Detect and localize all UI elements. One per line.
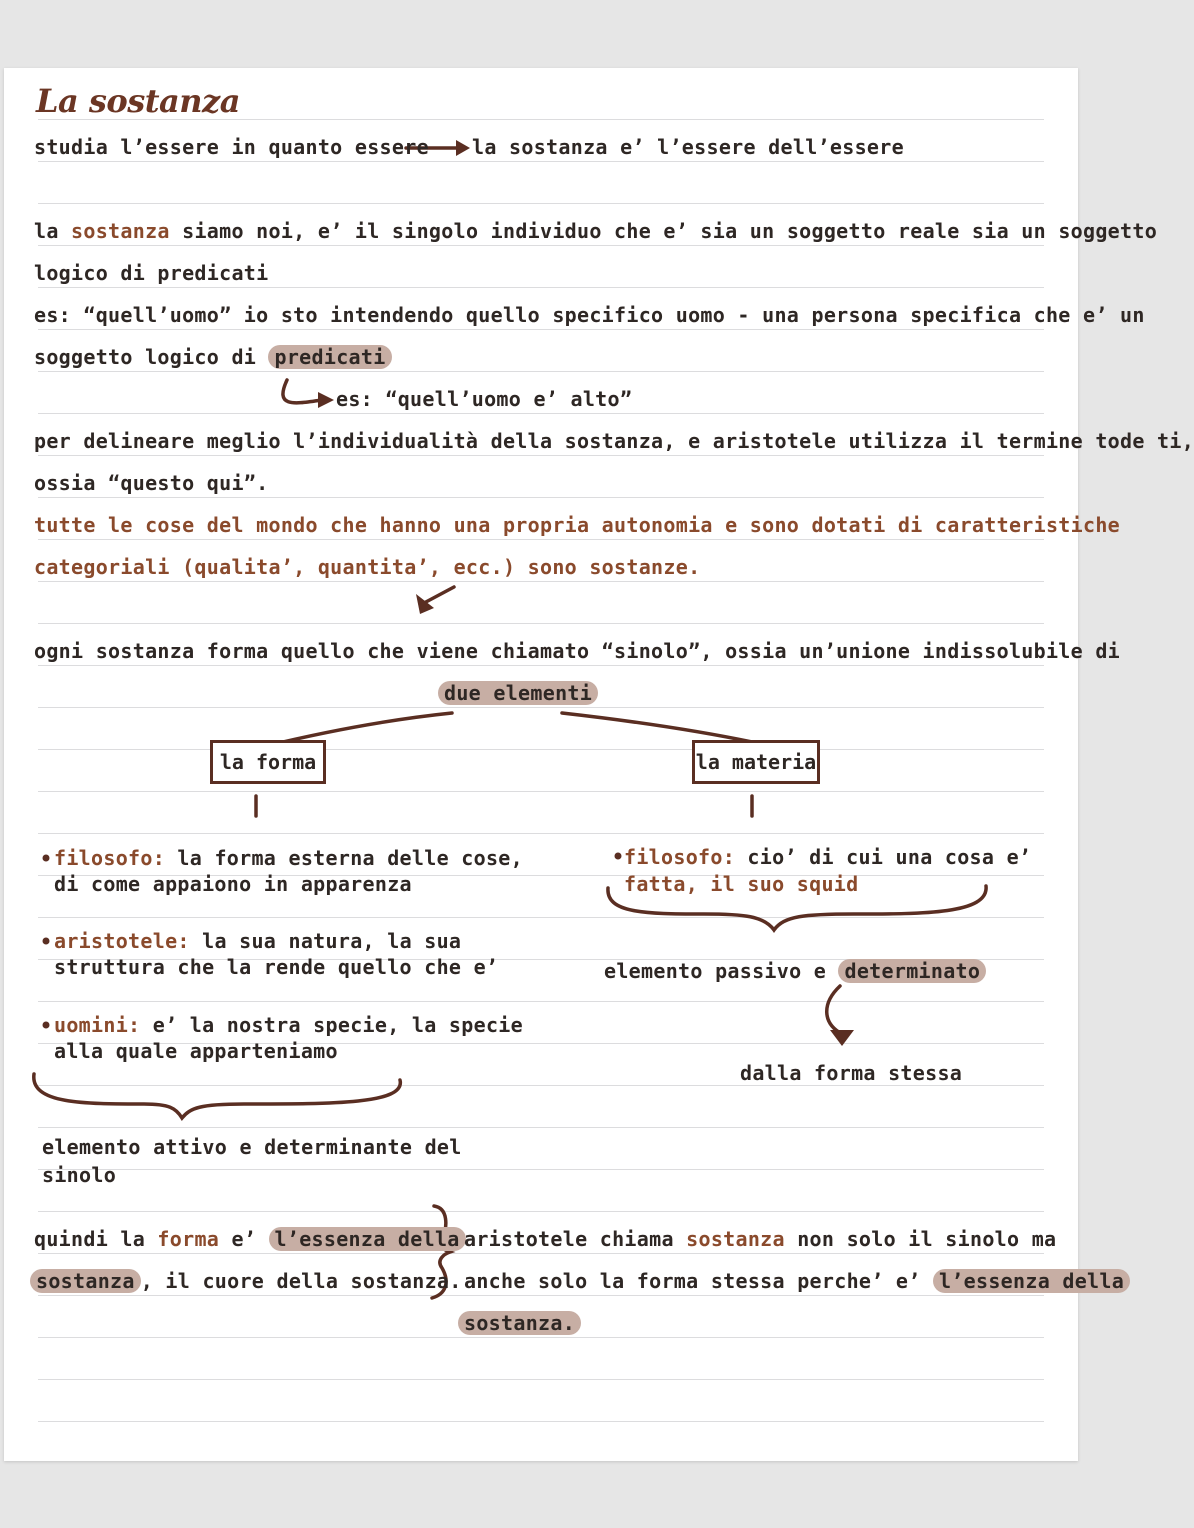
materia-box: la materia	[692, 740, 820, 784]
bullet-icon	[615, 853, 622, 860]
para1-line1: la sostanza siamo noi, e’ il singolo individuo che e’ sia un soggetto reale sia un soggetto	[34, 219, 1158, 243]
intro-right: la sostanza e’ l’essere dell’essere	[472, 135, 904, 159]
forma-bullet-2-cont: struttura che la rende quello che e’	[54, 955, 499, 979]
forma-bullet-3: uomini: e’ la nostra specie, la specie	[54, 1013, 523, 1037]
down-arrow-icon	[424, 587, 454, 603]
bullet-icon	[43, 855, 50, 862]
conclusion-right-line3: sostanza.	[458, 1310, 581, 1336]
forma-bullet-3-cont: alla quale apparteniamo	[54, 1039, 338, 1063]
para1-line4: soggetto logico di predicati	[34, 344, 392, 370]
materia-result: dalla forma stessa	[740, 1061, 963, 1085]
curved-down-arrow-icon	[827, 986, 842, 1034]
branch-right-line	[562, 713, 752, 742]
conclusion-right-line1: aristotele chiama sostanza non solo il sinolo ma	[464, 1227, 1057, 1251]
materia-bullet-1: filosofo: cio’ di cui una cosa e’	[624, 845, 1032, 869]
para3-line2: categoriali (qualita’, quantita’, ecc.) sono sostanze.	[34, 555, 701, 579]
arrowhead-icon	[318, 392, 334, 408]
bullet-icon	[43, 1022, 50, 1029]
intro-left: studia l’essere in quanto essere	[34, 135, 429, 159]
example-text: es: “quell’uomo e’ alto”	[336, 387, 633, 411]
page-title: La sostanza	[36, 82, 240, 120]
conclusion-left-line2: sostanza , il cuore della sostanza.	[30, 1268, 462, 1294]
conclusion-left-line1: quindi la forma e’ l’essenza della	[34, 1226, 466, 1252]
materia-summary: elemento passivo e determinato	[604, 958, 986, 984]
arrowhead-icon	[830, 1030, 854, 1046]
arrowhead-icon	[456, 140, 470, 156]
forma-summary-line1: elemento attivo e determinante del	[42, 1135, 462, 1159]
para2-line1: per delineare meglio l’individualità della sostanza, e aristotele utilizza il termine tode ti,	[34, 429, 1194, 453]
para2-line2: ossia “questo qui”.	[34, 471, 269, 495]
materia-bullet-1-cont: fatta, il suo squid	[624, 872, 859, 896]
arrowhead-icon	[416, 594, 434, 614]
brace-forma-icon	[34, 1074, 401, 1118]
forma-bullet-1-cont: di come appaiono in apparenza	[54, 872, 412, 896]
para1-line2: logico di predicati	[34, 261, 269, 285]
bullet-icon	[43, 938, 50, 945]
para3-line1: tutte le cose del mondo che hanno una propria autonomia e sono dotati di caratteristiche	[34, 513, 1121, 537]
due-elementi: due elementi	[438, 680, 598, 706]
forma-bullet-1: filosofo: la forma esterna delle cose,	[54, 846, 523, 870]
conclusion-right-line2: anche solo la forma stessa perche’ e’ l’essenza della	[464, 1268, 1130, 1294]
sinolo-line1: ogni sostanza forma quello che viene chiamato “sinolo”, ossia un’unione indissolubile di	[34, 639, 1121, 663]
para1-line3: es: “quell’uomo” io sto intendendo quello specifico uomo - una persona specifica che e’ un	[34, 303, 1145, 327]
forma-summary-line2: sinolo	[42, 1163, 117, 1187]
curved-arrow-icon	[283, 380, 322, 403]
forma-box: la forma	[210, 740, 326, 784]
forma-bullet-2: aristotele: la sua natura, la sua	[54, 929, 462, 953]
notebook-page	[4, 68, 1194, 1461]
